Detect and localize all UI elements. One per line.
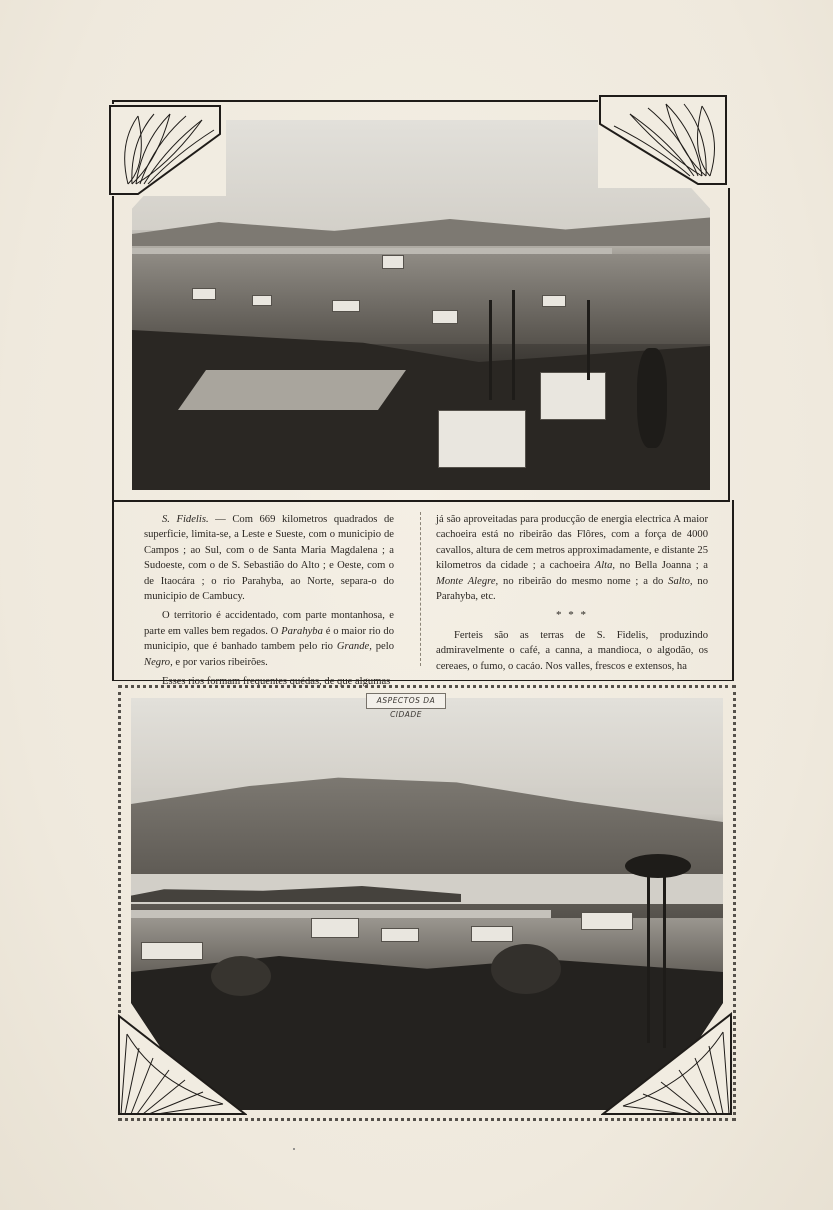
photo-palm-crown [625,854,691,878]
photo-church [382,255,404,269]
photo-white-house [438,410,526,468]
italic-text: Grande, [336,641,372,653]
photo-tree [637,348,667,448]
photo-palm-tree [587,300,590,380]
photo-caption-tag: ASPECTOS DA CIDADE [366,693,446,709]
photo-palm-tree [512,290,515,400]
paragraph: Ferteis são as terras de S. Fidelis, produzindo admiravelmente o café, a canna, a mandioca, o algodão, os cereaes, o fumo, o cacáo. Nos valles, frescos e extensos, ha [436,629,708,672]
place-name: S. Fidelis. [162,514,209,525]
article-text-box [112,500,734,688]
photo-house [471,926,513,942]
photo-house [581,912,633,930]
fan-ornament-icon [117,1014,247,1118]
column-divider [420,512,421,666]
page-mark [293,1148,295,1150]
fan-ornament-icon [108,104,226,196]
photo-house [542,295,566,307]
bottom-photo-frame [118,685,736,1121]
corner-ornament-bottom-right [601,1012,733,1118]
photo-tree [491,944,561,994]
italic-text: Negro, [144,656,173,668]
photo-house [381,928,419,942]
text-run: é o maior rio do municipio, que é banhado tambem pelo rio [144,625,394,653]
photo-white-house [540,372,606,420]
photo-town-area [132,254,710,344]
photo-house [311,918,359,938]
text-run: já são aproveitadas para producção de energia electrica A maior cachoeira está no ribeirão das Flôres, com a força de 4000 cavallos, altura de cem metros approximadamente, e distante 25 kilometros da cidade ; a cachoeira [436,514,708,572]
text-run: e por varios ribeirões. [172,656,268,668]
photo-house [252,295,272,306]
paragraph [144,608,394,670]
photo-foreground-vegetation [132,330,710,490]
paragraph [144,512,394,604]
top-photo-frame [112,100,730,502]
text-run: pelo [371,641,395,653]
photo-house [432,310,458,324]
text-column-right [436,512,708,678]
text-run: no Parahyba, etc. [436,575,709,603]
corner-ornament-bottom-left [117,1014,247,1118]
photo-sky [131,698,723,788]
photo-house [332,300,360,312]
corner-ornament-top-right [598,94,730,188]
section-separator-asterisks: * * * [556,609,588,622]
fan-ornament-icon [598,94,730,188]
photo-tree [211,956,271,996]
fan-ornament-icon [601,1012,733,1118]
italic-text: Salto, [668,575,693,587]
text-run: no ribeirão do mesmo nome ; a do [498,575,669,587]
italic-text: Parahyba [281,625,323,637]
text-run: no Bella Joanna ; a [615,560,708,572]
photo-house [192,288,216,300]
paragraph: Esses rios formam frequentes quédas, de que algumas [162,676,391,688]
photo-house [141,942,203,960]
photo-road [178,370,406,410]
photo-palm-tree [489,300,492,400]
text-column-left [144,512,394,693]
text-run: O territorio é accidentado, com parte montanhosa, e parte em valles bem regados. O [144,610,394,637]
corner-ornament-top-left [108,104,226,196]
italic-text: Monte Alegre, [436,575,499,587]
paragraph [436,512,708,604]
text-run: — Com 669 kilometros quadrados de superficie, limita-se, a Leste e Sueste, com o municipio de Campos ; ao Sul, com o de Santa Maria Magdalena ; a Sudoeste, com o de S. Sebastião do Alto ; e Oeste, com o de Itaocára ; o rio Parahyba, ao Norte, separa-o do municipio de Cambucy. [144,514,394,603]
italic-text: Alta, [594,560,616,572]
